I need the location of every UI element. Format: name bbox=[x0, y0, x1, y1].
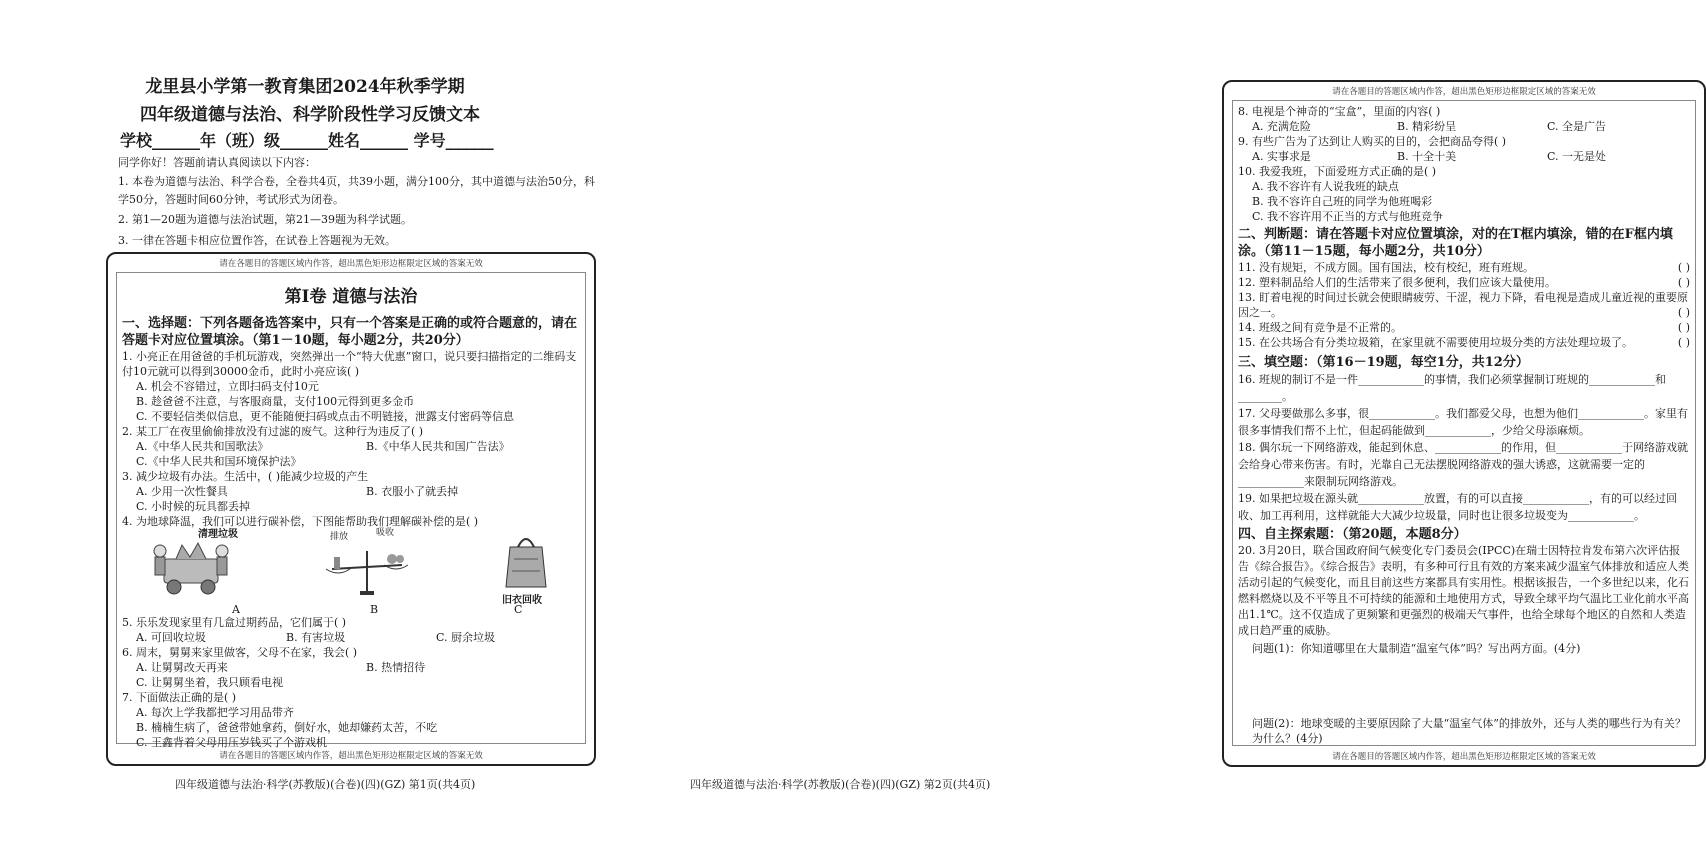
part3-heading: 三、填空题：（第16－19题，每空1分，共12分） bbox=[1238, 355, 1529, 370]
left-page bbox=[0, 0, 600, 848]
option: A.《中华人民共和国歌法》 bbox=[136, 440, 269, 453]
student-info-line: 学校______年（班）级______姓名______ 学号______ bbox=[120, 131, 494, 150]
label-emit: 排放 bbox=[330, 532, 349, 542]
judge-text: 14. 班级之间有竞争是不正常的。 bbox=[1238, 321, 1402, 334]
question-10: 10. 我爱我班，下面爱班方式正确的是( ) bbox=[1238, 165, 1437, 178]
question-4: 4. 为地球降温，我们可以进行碳补偿，下图能帮助我们理解碳补偿的是( ) bbox=[122, 515, 479, 528]
left-content bbox=[122, 278, 580, 750]
answer-paren: ( ) bbox=[1677, 306, 1690, 319]
options-row bbox=[1238, 119, 1690, 134]
question-20: 20. 3月20日，联合国政府间气候变化专门委员会(IPCC)在瑞士因特拉肯发布第六次评估报告《综合报告》。《综合报告》表明，有多种可行且有效的方案来减少温室气体排放和适应人类活动引起的气候变化，而且目前这些方案都具有实用性。根据该报告，一个多世纪以来，化石燃料燃烧以及不平等且不可持续的能源和土地使用方式，导致全球平均气温比工业化前水平高出1.1℃。这不仅造成了更频繁和更强烈的极端天气事件，也给全球每个地区的自然和人类造成日趋严重的威胁。 bbox=[1238, 544, 1689, 637]
answer-box-right bbox=[1222, 80, 1706, 767]
options-row bbox=[122, 439, 580, 454]
judge-14 bbox=[1238, 320, 1690, 335]
judge-13 bbox=[1238, 290, 1690, 320]
option: C. 一无是处 bbox=[1547, 150, 1607, 163]
box-note-top: 请在各题目的答题区域内作答，超出黑色矩形边框限定区域的答案无效 bbox=[1332, 87, 1596, 97]
fill-16: 16. 班规的制订不是一件____________的事情，我们必须掌握制订班规的____________和________。 bbox=[1238, 373, 1666, 403]
option: C. 厨余垃圾 bbox=[436, 631, 496, 644]
part2-heading: 二、判断题：请在答题卡对应位置填涂，对的在T框内填涂，错的在F框内填涂。（第11－15题，每小题2分，共10分） bbox=[1238, 227, 1673, 259]
option: B. 衣服小了就丢掉 bbox=[366, 485, 459, 498]
instruction-line: 2. 第1—20题为道德与法治试题，第21—39题为科学试题。 bbox=[118, 213, 412, 226]
options-row bbox=[122, 484, 580, 499]
options-row bbox=[122, 630, 580, 645]
image-c-recycle bbox=[502, 529, 550, 589]
question-9: 9. 有些广告为了达到让人购买的目的，会把商品夸得( ) bbox=[1238, 135, 1507, 148]
option: B. 热情招待 bbox=[366, 661, 426, 674]
caption-c: 旧衣回收 bbox=[502, 595, 542, 606]
option: A. 实事求是 bbox=[1252, 150, 1311, 163]
image-b-balance bbox=[322, 539, 412, 599]
exam-title: 龙里县小学第一教育集团2024年秋季学期 bbox=[145, 77, 465, 97]
part4-heading: 四、自主探索题：（第20题，本题8分） bbox=[1238, 527, 1467, 542]
exam-subtitle: 四年级道德与法治、科学阶段性学习反馈文本 bbox=[140, 105, 480, 125]
option: C. 让舅舅坐着，我只顾看电视 bbox=[136, 676, 284, 689]
clothes-bag-icon bbox=[502, 529, 550, 589]
label-c: C bbox=[514, 603, 523, 616]
cleanup-illustration-icon bbox=[146, 535, 236, 597]
option: C. 王鑫背着父母用压岁钱买了个游戏机 bbox=[136, 736, 328, 749]
part1-heading: 一、选择题：下列各题备选答案中，只有一个答案是正确的或符合题意的，请在答题卡对应位置填涂。（第1－10题，每小题2分，共20分） bbox=[122, 316, 578, 348]
question-7: 7. 下面做法正确的是( ) bbox=[122, 691, 237, 704]
judge-text: 15. 在公共场合有分类垃圾箱，在家里就不需要使用垃圾分类的方法处理垃圾了。 bbox=[1238, 336, 1633, 349]
answer-space-1 bbox=[1238, 656, 1690, 716]
question-3: 3. 减少垃圾有办法。生活中，( )能减少垃圾的产生 bbox=[122, 470, 369, 483]
instruction-line: 同学你好！答题前请认真阅读以下内容： bbox=[118, 156, 316, 169]
judge-text: 12. 塑料制品给人们的生活带来了很多便利，我们应该大量使用。 bbox=[1238, 276, 1556, 289]
q4-illustrations bbox=[122, 529, 580, 615]
box-note-bottom: 请在各题目的答题区域内作答，超出黑色矩形边框限定区域的答案无效 bbox=[1332, 752, 1596, 762]
option: B. 有害垃圾 bbox=[286, 631, 346, 644]
option: A. 让舅舅改天再来 bbox=[136, 661, 228, 674]
caption-a: 清理垃圾 bbox=[198, 529, 238, 540]
fill-17: 17. 父母要做那么多事，很____________。我们都爱父母，也想为他们____________。家里有很多事情我们帮不上忙，但起码能做到____________，少给父母添麻烦。 bbox=[1238, 407, 1688, 437]
fill-19: 19. 如果把垃圾在源头就____________放置，有的可以直接____________，有的可以经过回收、加工再利用，这样就能大大减少垃圾量，同时也让很多垃圾变为____________。 bbox=[1238, 492, 1677, 522]
judge-text: 13. 盯着电视的时间过长就会使眼睛疲劳、干涩，视力下降，看电视是造成儿童近视的重要原因之一。 bbox=[1238, 291, 1688, 319]
option: C. 小时候的玩具都丢掉 bbox=[136, 500, 251, 513]
question-1: 1. 小亮正在用爸爸的手机玩游戏，突然弹出一个“特大优惠”窗口，说只要扫描指定的二维码支付10元就可以得到30000金币，此时小亮应该( ) bbox=[122, 350, 577, 378]
section-title: 第Ⅰ卷 道德与法治 bbox=[284, 287, 418, 307]
question-5: 5. 乐乐发现家里有几盒过期药品，它们属于( ) bbox=[122, 616, 347, 629]
instruction-line: 1. 本卷为道德与法治、科学合卷，全卷共4页，共39小题，满分100分，其中道德与法治50分，科学50分，答题时间60分钟，考试形式为闭卷。 bbox=[118, 175, 595, 206]
instruction-line: 3. 一律在答题卡相应位置作答，在试卷上答题视为无效。 bbox=[118, 234, 396, 247]
option: B. 十全十美 bbox=[1397, 150, 1457, 163]
option: C.《中华人民共和国环境保护法》 bbox=[136, 455, 302, 468]
instructions bbox=[118, 152, 598, 251]
option: C. 我不容许用不正当的方式与他班竞争 bbox=[1252, 210, 1444, 223]
box-note-bottom: 请在各题目的答题区域内作答，超出黑色矩形边框限定区域的答案无效 bbox=[219, 751, 483, 761]
answer-paren: ( ) bbox=[1677, 276, 1690, 289]
options-row bbox=[1238, 149, 1690, 164]
box-note-top: 请在各题目的答题区域内作答，超出黑色矩形边框限定区域的答案无效 bbox=[219, 259, 483, 269]
label-a: A bbox=[232, 603, 240, 616]
answer-paren: ( ) bbox=[1677, 336, 1690, 349]
sub-question-2: 问题(2)：地球变暖的主要原因除了大量“温室气体”的排放外，还与人类的哪些行为有关？为什么？(4分) bbox=[1252, 717, 1686, 745]
image-a-cleanup bbox=[146, 535, 236, 597]
option: B.《中华人民共和国广告法》 bbox=[366, 440, 510, 453]
option: B. 我不容许自己班的同学为他班喝彩 bbox=[1252, 195, 1433, 208]
option: A. 我不容许有人说我班的缺点 bbox=[1252, 180, 1399, 193]
option: C. 不要轻信类似信息，更不能随便扫码或点击不明链接，泄露支付密码等信息 bbox=[136, 410, 515, 423]
judge-12 bbox=[1238, 275, 1690, 290]
balance-scale-icon bbox=[322, 539, 412, 599]
judge-text: 11. 没有规矩，不成方圆。国有国法，校有校纪，班有班规。 bbox=[1238, 261, 1534, 274]
option: A. 可回收垃圾 bbox=[136, 631, 206, 644]
option: A. 充满危险 bbox=[1252, 120, 1311, 133]
question-6: 6. 周末，舅舅来家里做客，父母不在家，我会( ) bbox=[122, 646, 358, 659]
options-row bbox=[122, 660, 580, 675]
judge-11 bbox=[1238, 260, 1690, 275]
option: B. 趁爸爸不注意，与客服商量，支付100元得到更多金币 bbox=[136, 395, 415, 408]
right-content bbox=[1238, 104, 1690, 746]
option: C. 全是广告 bbox=[1547, 120, 1607, 133]
answer-paren: ( ) bbox=[1677, 261, 1690, 274]
answer-box-left bbox=[106, 252, 596, 766]
label-absorb: 吸收 bbox=[376, 528, 395, 538]
option: A. 少用一次性餐具 bbox=[136, 485, 228, 498]
label-b: B bbox=[370, 603, 379, 616]
option: B. 精彩纷呈 bbox=[1397, 120, 1457, 133]
answer-paren: ( ) bbox=[1677, 321, 1690, 334]
option: B. 楠楠生病了，爸爸带她拿药，倒好水，她却嫌药太苦，不吃 bbox=[136, 721, 438, 734]
question-2: 2. 某工厂在夜里偷偷排放没有过滤的废气。这种行为违反了( ) bbox=[122, 425, 424, 438]
right-page bbox=[600, 0, 1690, 848]
question-8: 8. 电视是个神奇的“宝盒”，里面的内容( ) bbox=[1238, 105, 1441, 118]
option: A. 每次上学我都把学习用品带齐 bbox=[136, 706, 294, 719]
sub-question-1: 问题(1)：你知道哪里在大量制造“温室气体”吗？写出两方面。(4分) bbox=[1252, 642, 1581, 655]
judge-15 bbox=[1238, 335, 1690, 350]
page-footer: 四年级道德与法治·科学(苏教版)(合卷)(四)(GZ) 第2页(共4页) bbox=[690, 778, 991, 791]
page-footer: 四年级道德与法治·科学(苏教版)(合卷)(四)(GZ) 第1页(共4页) bbox=[175, 778, 476, 791]
fill-18: 18. 偶尔玩一下网络游戏，能起到休息、____________的作用，但____________于网络游戏就会给身心带来伤害。有时，光靠自己无法摆脱网络游戏的强大诱惑，这就需要一定的____________来限制玩网络游戏。 bbox=[1238, 441, 1688, 488]
option: A. 机会不容错过，立即扫码支付10元 bbox=[136, 380, 319, 393]
